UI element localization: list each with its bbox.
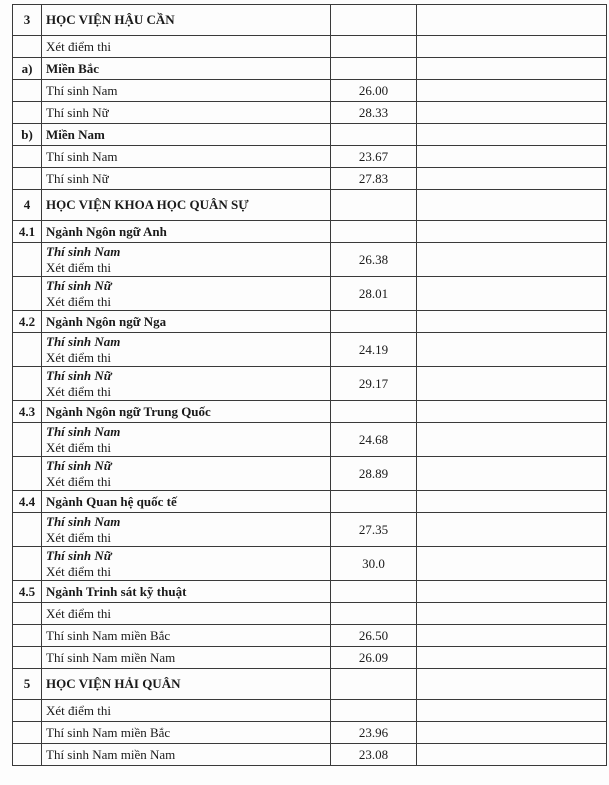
row-label: Thí sinh Nữ	[42, 168, 331, 190]
empty-cell	[417, 457, 607, 491]
row-number: 4.1	[13, 221, 42, 243]
table-row	[13, 367, 607, 401]
admission-method: Xét điểm thi	[46, 349, 111, 365]
row-number	[13, 168, 42, 190]
score-cell: 28.89	[331, 457, 417, 491]
subsection-title: Miền Bắc	[42, 58, 331, 80]
score-cell	[331, 221, 417, 243]
empty-cell	[417, 311, 607, 333]
row-label: Xét điểm thi	[42, 36, 331, 58]
row-number	[13, 700, 42, 722]
admission-method: Xét điểm thi	[46, 293, 111, 309]
admission-method: Xét điểm thi	[46, 529, 111, 545]
candidate-group: Thí sinh Nam	[46, 333, 121, 349]
empty-cell	[417, 221, 607, 243]
row-label-group	[42, 457, 331, 491]
row-number: 3	[13, 5, 42, 36]
row-number	[13, 277, 42, 311]
row-number	[13, 722, 42, 744]
empty-cell	[417, 124, 607, 146]
empty-cell	[417, 669, 607, 700]
row-label-group	[42, 333, 331, 367]
subsection-title: Ngành Trinh sát kỹ thuật	[42, 581, 331, 603]
row-label-group	[42, 243, 331, 277]
row-number	[13, 647, 42, 669]
table-row	[13, 221, 607, 243]
empty-cell	[417, 603, 607, 625]
table-row	[13, 102, 607, 124]
empty-cell	[417, 190, 607, 221]
table-row	[13, 547, 607, 581]
candidate-group: Thí sinh Nữ	[46, 277, 112, 293]
admission-method: Xét điểm thi	[46, 439, 111, 455]
empty-cell	[417, 513, 607, 547]
row-number	[13, 457, 42, 491]
admission-method: Xét điểm thi	[46, 259, 111, 275]
score-cell: 26.38	[331, 243, 417, 277]
row-label: Thí sinh Nam miền Bắc	[42, 625, 331, 647]
row-label-group	[42, 367, 331, 401]
empty-cell	[417, 744, 607, 766]
empty-cell	[417, 36, 607, 58]
score-cell	[331, 58, 417, 80]
admission-score-table	[12, 4, 607, 766]
empty-cell	[417, 367, 607, 401]
row-number	[13, 367, 42, 401]
row-label: Thí sinh Nữ	[42, 102, 331, 124]
table-row	[13, 80, 607, 102]
row-number: b)	[13, 124, 42, 146]
score-cell: 26.00	[331, 80, 417, 102]
score-cell: 27.35	[331, 513, 417, 547]
score-cell: 24.19	[331, 333, 417, 367]
subsection-title: Miền Nam	[42, 124, 331, 146]
score-cell	[331, 311, 417, 333]
row-number	[13, 744, 42, 766]
row-number	[13, 243, 42, 277]
section-title: HỌC VIỆN KHOA HỌC QUÂN SỰ	[42, 190, 331, 221]
table-row	[13, 58, 607, 80]
subsection-title: Ngành Quan hệ quốc tế	[42, 491, 331, 513]
table-row	[13, 625, 607, 647]
row-number: 4	[13, 190, 42, 221]
table-row	[13, 581, 607, 603]
row-label-group	[42, 513, 331, 547]
table-row	[13, 513, 607, 547]
empty-cell	[417, 625, 607, 647]
subsection-title: Ngành Ngôn ngữ Nga	[42, 311, 331, 333]
row-number	[13, 36, 42, 58]
table-row	[13, 333, 607, 367]
empty-cell	[417, 547, 607, 581]
empty-cell	[417, 401, 607, 423]
table-row	[13, 491, 607, 513]
section-title: HỌC VIỆN HẢI QUÂN	[42, 669, 331, 700]
empty-cell	[417, 277, 607, 311]
table-row	[13, 603, 607, 625]
row-label: Thí sinh Nam	[42, 146, 331, 168]
candidate-group: Thí sinh Nữ	[46, 367, 112, 383]
candidate-group: Thí sinh Nữ	[46, 457, 112, 473]
empty-cell	[417, 102, 607, 124]
score-cell	[331, 5, 417, 36]
score-cell: 23.96	[331, 722, 417, 744]
row-number: 4.4	[13, 491, 42, 513]
empty-cell	[417, 722, 607, 744]
row-number	[13, 625, 42, 647]
empty-cell	[417, 168, 607, 190]
table-row	[13, 36, 607, 58]
table-row	[13, 423, 607, 457]
row-number	[13, 146, 42, 168]
row-number: 5	[13, 669, 42, 700]
table-body	[13, 5, 607, 766]
table-row	[13, 700, 607, 722]
row-number: 4.5	[13, 581, 42, 603]
row-number	[13, 547, 42, 581]
score-cell: 30.0	[331, 547, 417, 581]
empty-cell	[417, 423, 607, 457]
row-number	[13, 333, 42, 367]
candidate-group: Thí sinh Nam	[46, 423, 121, 439]
score-cell	[331, 603, 417, 625]
empty-cell	[417, 647, 607, 669]
candidate-group: Thí sinh Nam	[46, 513, 121, 529]
row-label-group	[42, 423, 331, 457]
empty-cell	[417, 700, 607, 722]
score-cell	[331, 491, 417, 513]
section-title: HỌC VIỆN HẬU CẦN	[42, 5, 331, 36]
score-cell: 23.67	[331, 146, 417, 168]
score-cell	[331, 700, 417, 722]
empty-cell	[417, 333, 607, 367]
row-number	[13, 513, 42, 547]
table-row	[13, 243, 607, 277]
score-cell	[331, 124, 417, 146]
table-row	[13, 401, 607, 423]
table-row	[13, 647, 607, 669]
row-label: Xét điểm thi	[42, 603, 331, 625]
table-row	[13, 124, 607, 146]
table-row	[13, 5, 607, 36]
score-cell: 23.08	[331, 744, 417, 766]
admission-method: Xét điểm thi	[46, 473, 111, 489]
empty-cell	[417, 243, 607, 277]
table-row	[13, 744, 607, 766]
score-cell: 26.50	[331, 625, 417, 647]
row-number: 4.2	[13, 311, 42, 333]
row-number: 4.3	[13, 401, 42, 423]
score-cell: 27.83	[331, 168, 417, 190]
admission-method: Xét điểm thi	[46, 563, 111, 579]
empty-cell	[417, 146, 607, 168]
row-number	[13, 102, 42, 124]
score-cell	[331, 581, 417, 603]
score-cell: 29.17	[331, 367, 417, 401]
table-row	[13, 146, 607, 168]
row-number	[13, 423, 42, 457]
score-cell	[331, 36, 417, 58]
table-row	[13, 277, 607, 311]
table-row	[13, 669, 607, 700]
empty-cell	[417, 80, 607, 102]
score-cell: 28.01	[331, 277, 417, 311]
score-cell	[331, 669, 417, 700]
row-label: Thí sinh Nam miền Bắc	[42, 722, 331, 744]
row-number	[13, 80, 42, 102]
admission-method: Xét điểm thi	[46, 383, 111, 399]
table-row	[13, 311, 607, 333]
row-label: Xét điểm thi	[42, 700, 331, 722]
subsection-title: Ngành Ngôn ngữ Trung Quốc	[42, 401, 331, 423]
candidate-group: Thí sinh Nữ	[46, 547, 112, 563]
row-label: Thí sinh Nam	[42, 80, 331, 102]
empty-cell	[417, 491, 607, 513]
subsection-title: Ngành Ngôn ngữ Anh	[42, 221, 331, 243]
empty-cell	[417, 581, 607, 603]
score-cell: 24.68	[331, 423, 417, 457]
score-cell	[331, 401, 417, 423]
row-label-group	[42, 547, 331, 581]
candidate-group: Thí sinh Nam	[46, 243, 121, 259]
score-cell: 26.09	[331, 647, 417, 669]
row-label-group	[42, 277, 331, 311]
row-label: Thí sinh Nam miền Nam	[42, 647, 331, 669]
score-cell	[331, 190, 417, 221]
row-number: a)	[13, 58, 42, 80]
table-row	[13, 457, 607, 491]
table-row	[13, 168, 607, 190]
score-cell: 28.33	[331, 102, 417, 124]
table-row	[13, 190, 607, 221]
table-row	[13, 722, 607, 744]
empty-cell	[417, 58, 607, 80]
row-label: Thí sinh Nam miền Nam	[42, 744, 331, 766]
empty-cell	[417, 5, 607, 36]
row-number	[13, 603, 42, 625]
